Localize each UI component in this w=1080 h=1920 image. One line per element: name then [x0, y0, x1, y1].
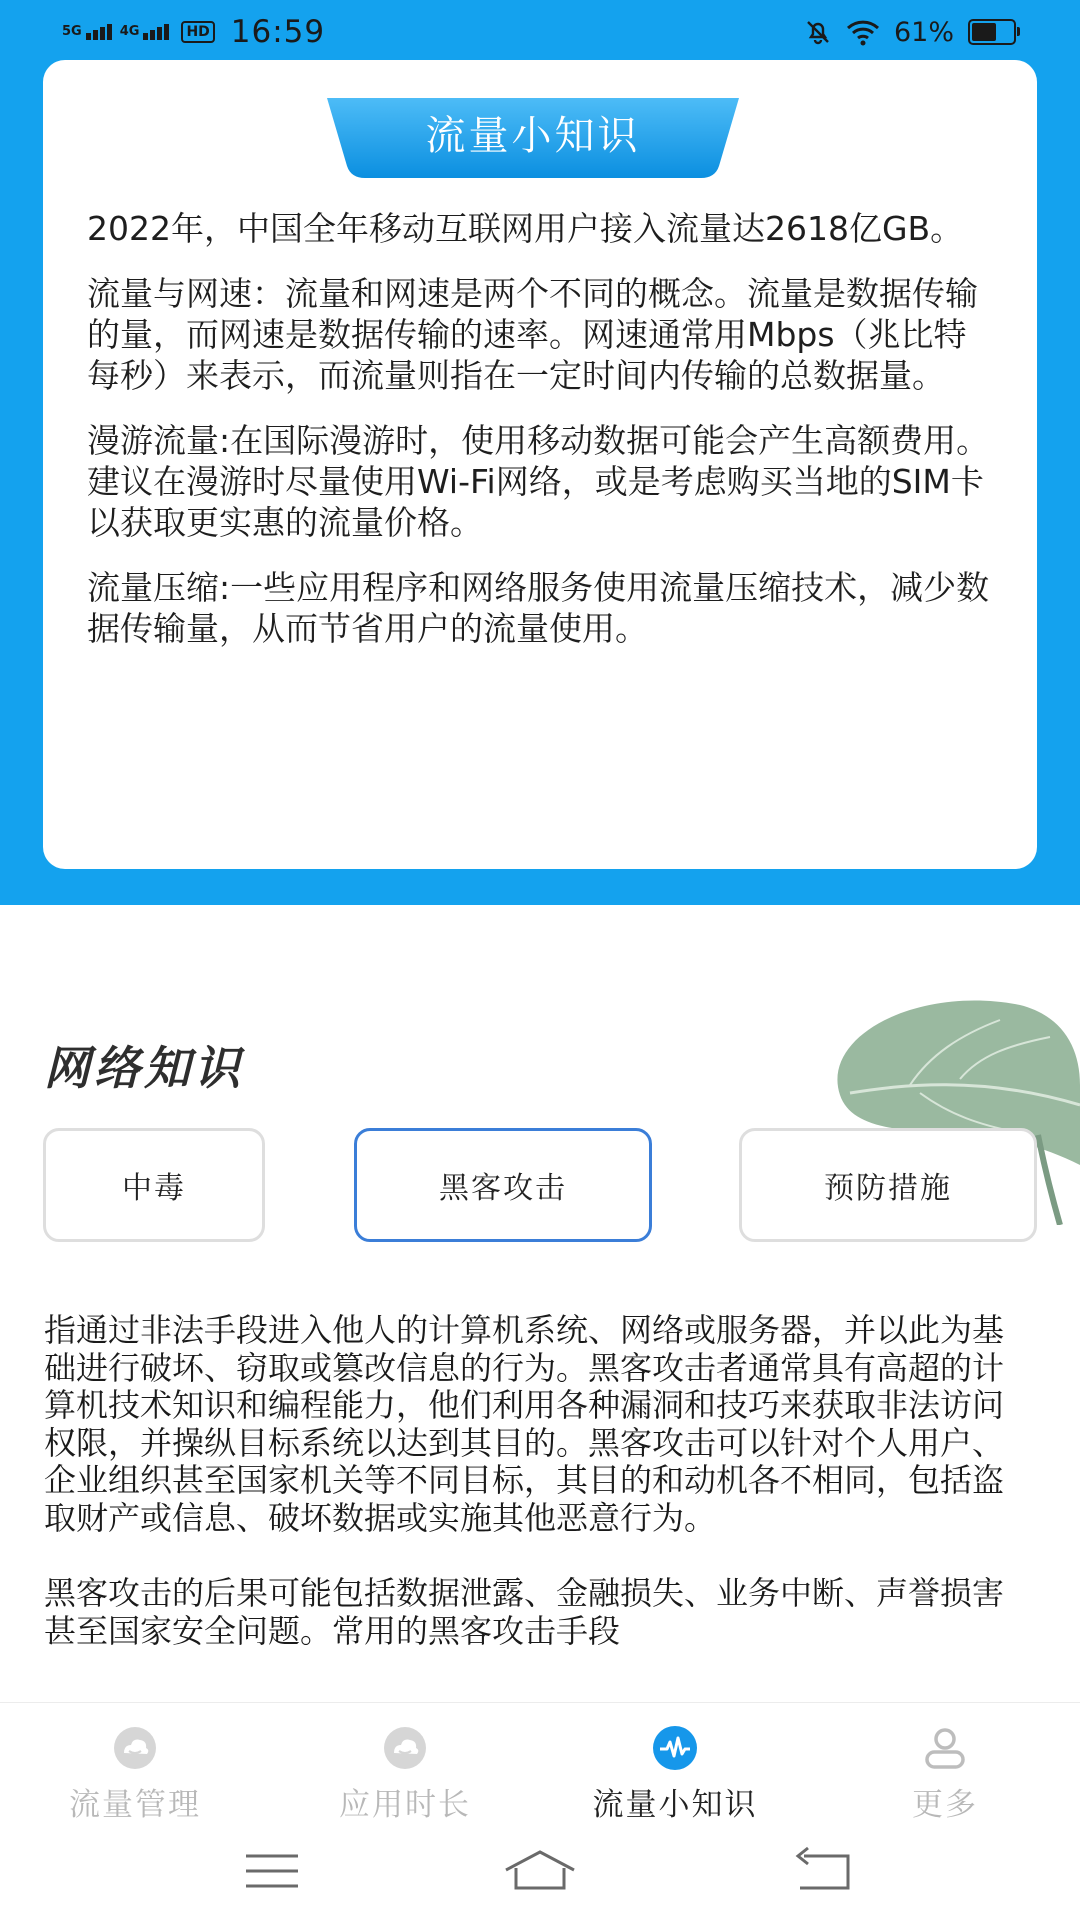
pulse-icon — [652, 1725, 698, 1771]
nav-label: 应用时长 — [339, 1787, 471, 1823]
menu-icon[interactable] — [232, 1844, 312, 1898]
tips-title: 流量小知识 — [425, 113, 641, 159]
tip-paragraph: 流量压缩:一些应用程序和网络服务使用流量压缩技术，减少数据传输量，从而节省用户的流量使用。 — [87, 568, 990, 648]
signal-4g-icon: 4G — [120, 24, 170, 40]
battery-icon — [968, 19, 1016, 45]
wifi-icon — [846, 18, 880, 46]
clock: 16:59 — [230, 14, 326, 50]
tab-hacker-attack[interactable]: 黑客攻击 — [354, 1128, 652, 1242]
user-icon — [922, 1725, 968, 1771]
home-icon[interactable] — [500, 1844, 580, 1898]
back-icon[interactable] — [782, 1844, 862, 1898]
article-paragraph: 指通过非法手段进入他人的计算机系统、网络或服务器，并以此为基础进行破坏、窃取或篡改信息的行为。黑客攻击者通常具有高超的计算机技术知识和编程能力，他们利用各种漏洞和技巧来获取非法访问权限，并操纵目标系统以达到其目的。黑客攻击可以针对个人用户、企业组织甚至国家机关等不同目标，其目的和动机各不相同，包括盗取财产或信息、破坏数据或实施其他恶意行为。 — [44, 1312, 1005, 1537]
nav-traffic-management[interactable] — [0, 1703, 270, 1831]
tips-card — [43, 60, 1037, 869]
nav-label: 流量小知识 — [592, 1787, 758, 1823]
tab-virus[interactable]: 中毒 — [43, 1128, 265, 1242]
nav-more[interactable] — [810, 1703, 1080, 1831]
nav-traffic-tips[interactable] — [540, 1703, 810, 1831]
battery-level — [972, 23, 996, 41]
tip-paragraph: 2022年，中国全年移动互联网用户接入流量达2618亿GB。 — [87, 209, 964, 248]
signal-5g-icon: 5G — [62, 24, 112, 40]
tips-body — [87, 208, 997, 673]
section-title: 网络知识 — [44, 1041, 244, 1095]
tips-header — [323, 94, 743, 178]
nav-label: 更多 — [912, 1787, 978, 1823]
bottom-nav — [0, 1702, 1080, 1831]
tip-paragraph: 流量与网速：流量和网速是两个不同的概念。流量是数据传输的量，而网速是数据传输的速率。网速通常用Mbps（兆比特每秒）来表示，而流量则指在一定时间内传输的总数据量。 — [87, 274, 978, 395]
tab-prevention[interactable]: 预防措施 — [739, 1128, 1037, 1242]
battery-percent: 61% — [893, 16, 954, 48]
system-nav-bar — [0, 1830, 1080, 1920]
article — [44, 1312, 1024, 1702]
cloud-icon — [112, 1725, 158, 1771]
cloud-icon — [382, 1725, 428, 1771]
tip-paragraph: 漫游流量:在国际漫游时，使用移动数据可能会产生高额费用。建议在漫游时尽量使用Wi-Fi网络，或是考虑购买当地的SIM卡以获取更实惠的流量价格。 — [87, 421, 990, 542]
mute-icon — [804, 18, 832, 46]
article-paragraph: 黑客攻击的后果可能包括数据泄露、金融损失、业务中断、声誉损害甚至国家安全问题。常用的黑客攻击手段 — [44, 1574, 1005, 1650]
status-bar — [0, 0, 1080, 64]
nav-label: 流量管理 — [69, 1787, 201, 1823]
hd-voice-icon: HD — [181, 21, 214, 43]
nav-app-usage[interactable] — [270, 1703, 540, 1831]
